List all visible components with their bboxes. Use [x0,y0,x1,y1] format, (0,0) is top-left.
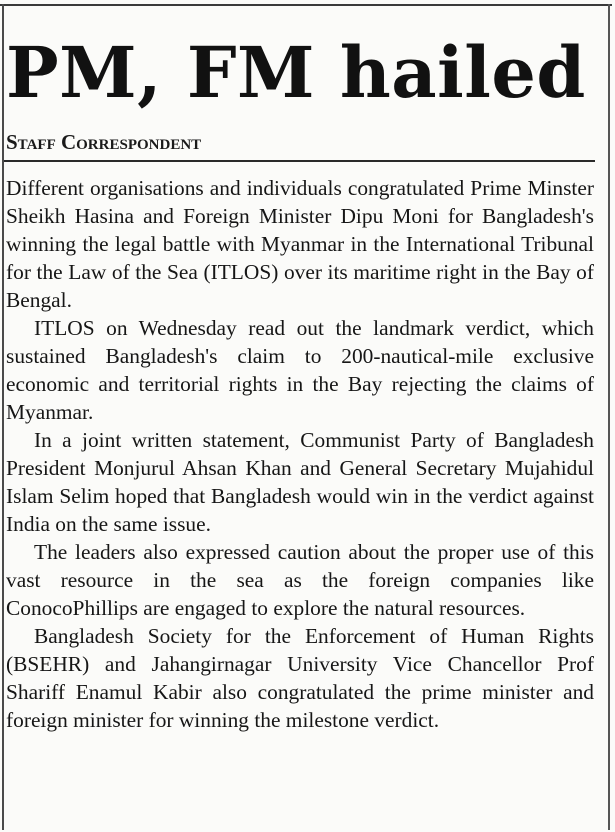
paragraph-1: Different organisations and individuals congratulated Prime Minster Sheikh Hasina and Foreign Minister Dipu Moni for Bangladesh's winning the legal battle with Myanmar in the International Tribunal for the Law of the Sea (ITLOS) over its maritime right in the Bay of Bengal. [6,176,594,312]
paragraph-5: Bangladesh Society for the Enforcement of Human Rights (BSEHR) and Jahangirnagar University Vice Chancellor Prof Shariff Enamul Kabir also congratulated the prime minister and foreign minister for winning the milestone verdict. [6,624,594,732]
paragraph-3: In a joint written statement, Communist Party of Bangladesh President Monjurul Ahsan Khan and General Secretary Mujahidul Islam Selim hoped that Bangladesh would win in the verdict against India on the same issue. [6,428,594,536]
left-border-rule [2,4,4,830]
paragraph-4: The leaders also expressed caution about the proper use of this vast resource in the sea as the foreign companies like ConocoPhillips are engaged to explore the natural resources. [6,540,594,620]
right-border-rule [608,4,610,830]
article-body [6,174,594,734]
byline-divider [4,160,595,162]
byline: Staff Correspondent [6,130,202,154]
paragraph-2: ITLOS on Wednesday read out the landmark verdict, which sustained Bangladesh's claim to 200-nautical-mile exclusive economic and territorial rights in the Bay rejecting the claims of Myanmar. [6,316,594,424]
headline: PM, FM hailed [6,31,586,114]
top-border-rule [0,4,612,6]
